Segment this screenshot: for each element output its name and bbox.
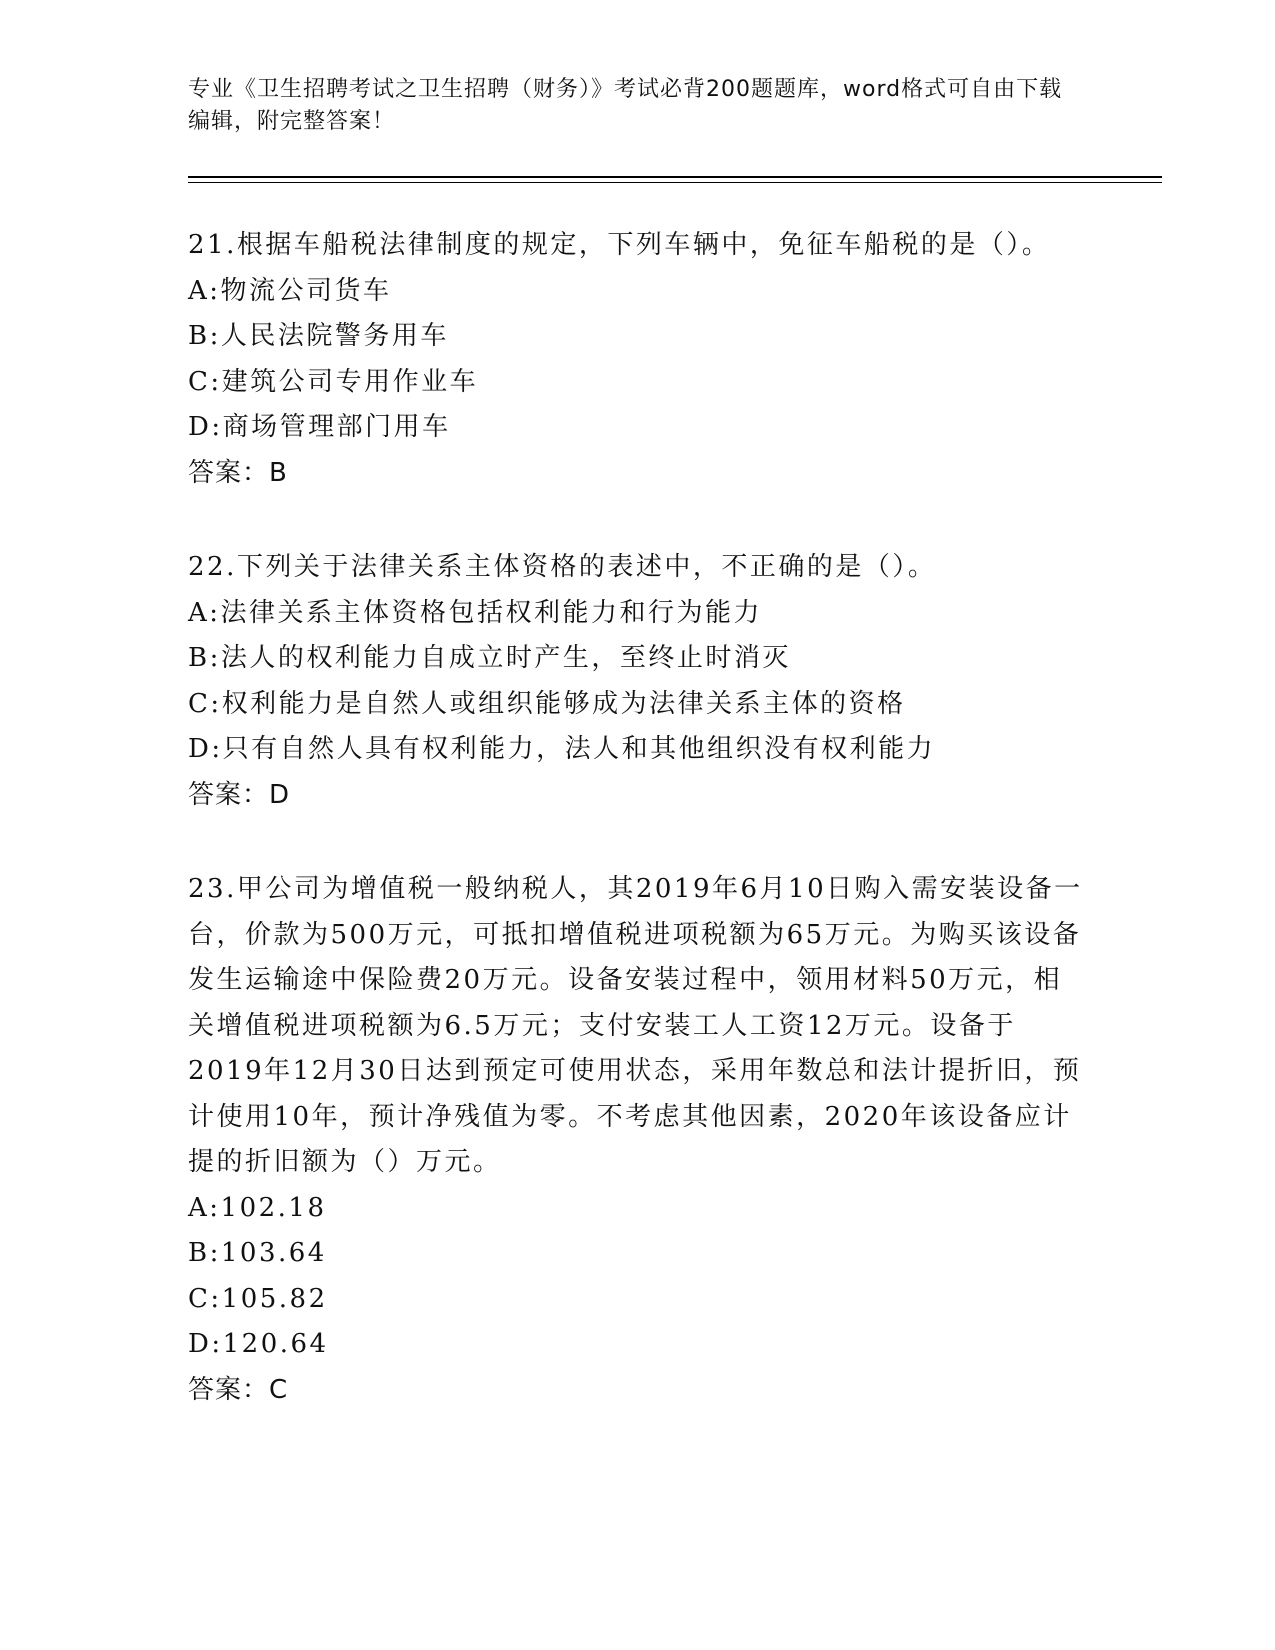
option-d: D:只有自然人具有权利能力，法人和其他组织没有权利能力 <box>188 734 936 764</box>
option-b: B:103.64 <box>188 1238 327 1268</box>
option-b: B:法人的权利能力自成立时产生，至终止时消灭 <box>188 643 791 673</box>
answer-line: 答案：C <box>188 1374 289 1405</box>
question-21 <box>188 223 1088 496</box>
header-divider-thick <box>188 176 1162 178</box>
question-stem: 22.下列关于法律关系主体资格的表述中，不正确的是（）。 <box>188 552 937 582</box>
answer-line: 答案：D <box>188 779 291 810</box>
option-c: C:权利能力是自然人或组织能够成为法律关系主体的资格 <box>188 688 906 719</box>
question-22 <box>188 545 1088 818</box>
option-a: A:法律关系主体资格包括权利能力和行为能力 <box>188 597 763 628</box>
option-d: D:120.64 <box>188 1329 329 1359</box>
question-23 <box>188 867 1088 1413</box>
header-divider-thin <box>188 182 1162 183</box>
option-c: C:105.82 <box>188 1283 328 1314</box>
question-stem: 21.根据车船税法律制度的规定，下列车辆中，免征车船税的是（）。 <box>188 230 1051 260</box>
option-a: A:102.18 <box>188 1192 327 1223</box>
answer-line: 答案：B <box>188 457 288 488</box>
option-c: C:建筑公司专用作业车 <box>188 366 479 397</box>
question-stem: 23.甲公司为增值税一般纳税人，其2019年6月10日购入需安装设备一台，价款为500万元，可抵扣增值税进项税额为65万元。为购买该设备发生运输途中保险费20万元。设备安装过程中，领用材料50万元，相关增值税进项税额为6.5万元；支付安装工人工资12万元。设备于2019年12月30日达到预定可使用状态，采用年数总和法计提折旧，预计使用10年，预计净残值为零。不考虑其他因素，2020年该设备应计提的折旧额为（）万元。 <box>188 874 1083 1177</box>
document-intro: 专业《卫生招聘考试之卫生招聘（财务）》考试必背200题题库，word格式可自由下载编辑，附完整答案！ <box>188 77 1063 134</box>
option-d: D:商场管理部门用车 <box>188 412 451 442</box>
option-a: A:物流公司货车 <box>188 275 392 306</box>
option-b: B:人民法院警务用车 <box>188 321 449 351</box>
